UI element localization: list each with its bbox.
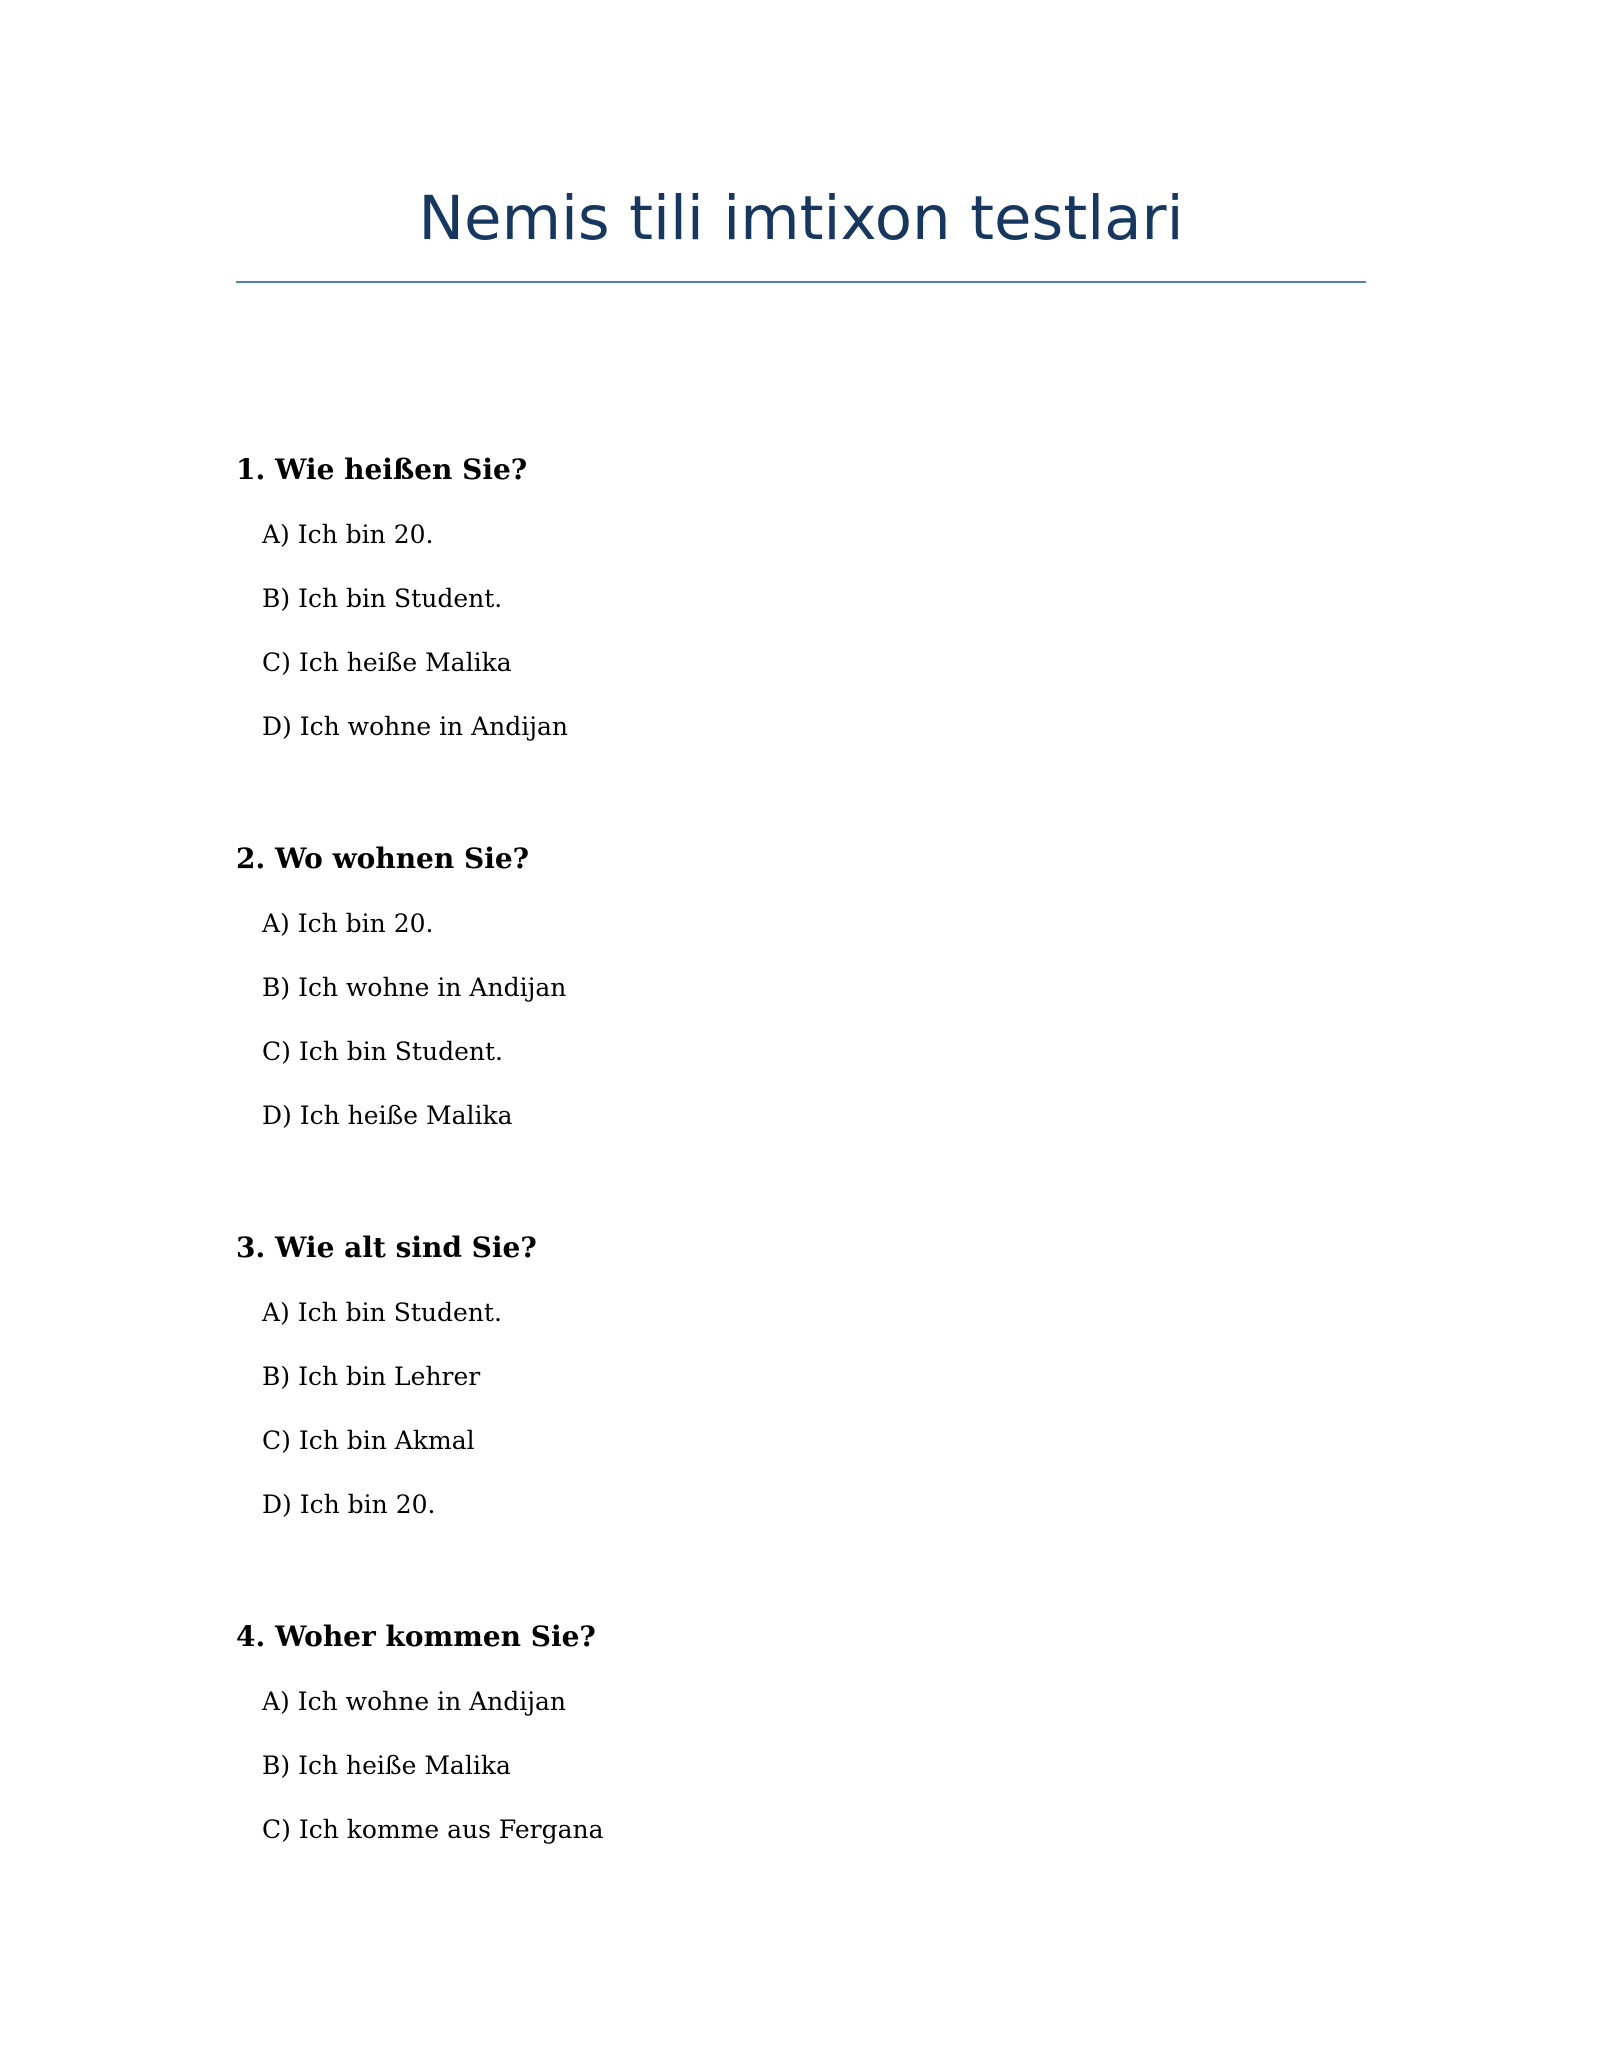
answer-option-a: A) Ich bin 20.	[262, 909, 434, 938]
question-text: 2. Wo wohnen Sie?	[236, 842, 530, 875]
answer-option-b: B) Ich heiße Malika	[262, 1751, 511, 1780]
answer-option-a: A) Ich bin 20.	[262, 520, 434, 549]
answer-option-d: D) Ich heiße Malika	[262, 1101, 513, 1130]
answer-option-d: D) Ich wohne in Andijan	[262, 712, 569, 741]
answer-option-d: D) Ich bin 20.	[262, 1490, 436, 1519]
question-3	[236, 1225, 1366, 1547]
question-2	[236, 836, 1366, 1158]
title-underline	[236, 281, 1366, 283]
answer-option-c: C) Ich bin Student.	[262, 1037, 503, 1066]
answer-options	[236, 902, 1366, 1138]
question-text: 4. Woher kommen Sie?	[236, 1620, 596, 1653]
answer-option-b: B) Ich wohne in Andijan	[262, 973, 567, 1002]
answer-options	[236, 1680, 1366, 1852]
question-4	[236, 1614, 1366, 1872]
answer-option-c: C) Ich komme aus Fergana	[262, 1815, 604, 1844]
answer-options	[236, 513, 1366, 749]
question-1	[236, 447, 1366, 769]
answer-option-a: A) Ich wohne in Andijan	[262, 1687, 567, 1716]
document-title: Nemis tili imtixon testlari	[418, 183, 1184, 254]
answer-option-b: B) Ich bin Lehrer	[262, 1362, 481, 1391]
question-text: 1. Wie heißen Sie?	[236, 453, 528, 486]
answer-option-c: C) Ich bin Akmal	[262, 1426, 475, 1455]
answer-option-a: A) Ich bin Student.	[262, 1298, 502, 1327]
question-text: 3. Wie alt sind Sie?	[236, 1231, 537, 1264]
answer-option-b: B) Ich bin Student.	[262, 584, 503, 613]
answer-options	[236, 1291, 1366, 1527]
answer-option-c: C) Ich heiße Malika	[262, 648, 512, 677]
